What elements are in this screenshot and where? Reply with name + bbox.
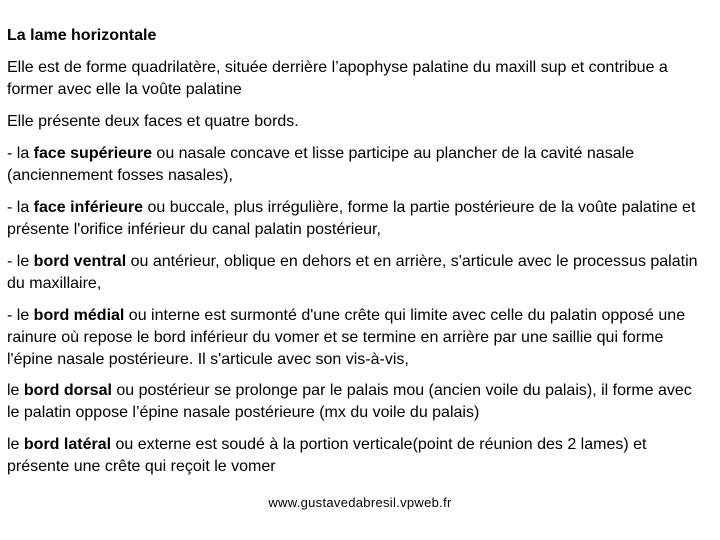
text-prefix: le [7, 382, 24, 399]
term-lateral: latéral [63, 436, 112, 453]
paragraph-dorsal-border [7, 380, 707, 424]
text-body: ou nasale concave et lisse participe au plancher de la cavité nasale (anciennement fosses nasales), [7, 145, 635, 184]
text-body: ou postérieur se prolonge par le palais mou (ancien voile du palais), il forme avec le palatin oppose l’épine nasale postérieure (mx du voile du palais) [7, 382, 692, 421]
text-body: ou antérieur, oblique en dehors et en arrière, s'articule avec le processus palatin du maxillaire, [7, 253, 698, 292]
paragraph-ventral-border [7, 251, 707, 295]
term-bord: bord [33, 253, 70, 270]
term-superieure: supérieure [70, 145, 152, 162]
text-prefix: - la [7, 145, 34, 162]
paragraph-faces-and-borders: Elle présente deux faces et quatre bords. [7, 113, 299, 130]
text-prefix: le [7, 436, 24, 453]
text-prefix: - le [7, 253, 34, 270]
paragraph-lateral-border [7, 434, 707, 478]
term-face: face [33, 145, 66, 162]
term-bord: bord [23, 436, 60, 453]
paragraph-description: Elle est de forme quadrilatère, située derrière l’apophyse palatine du maxill sup et contribue a former avec elle la voûte palatine [7, 59, 668, 98]
term-bord: bord [23, 382, 60, 399]
term-inferieure: inférieure [70, 199, 144, 216]
term-face: face [33, 199, 66, 216]
term-ventral: ventral [73, 253, 127, 270]
paragraph-superior-face [7, 143, 707, 187]
text-prefix: - le [7, 307, 34, 324]
text-body: ou buccale, plus irrégulière, forme la partie postérieure de la voûte palatine et présente l'orifice inférieur du canal palatin postérieur, [7, 199, 696, 238]
term-medial: médial [73, 307, 125, 324]
paragraph-medial-border [7, 305, 707, 371]
text-prefix: - la [7, 199, 34, 216]
paragraph-inferior-face [7, 197, 707, 241]
term-dorsal: dorsal [63, 382, 112, 399]
footer-website: www.gustavedabresil.vpweb.fr [268, 495, 452, 510]
slide-title: La lame horizontale [7, 27, 157, 44]
text-body: ou externe est soudé à la portion verticale(point de réunion des 2 lames) et présente une crête qui reçoit le vomer [7, 436, 647, 475]
term-bord: bord [33, 307, 70, 324]
text-body: ou interne est surmonté d'une crête qui limite avec celle du palatin opposé une rainure où repose le bord inférieur du vomer et se termine en arrière par une saillie qui forme l'épine nasale postérieure. Il s'articule avec son vis-à-vis, [7, 307, 686, 368]
